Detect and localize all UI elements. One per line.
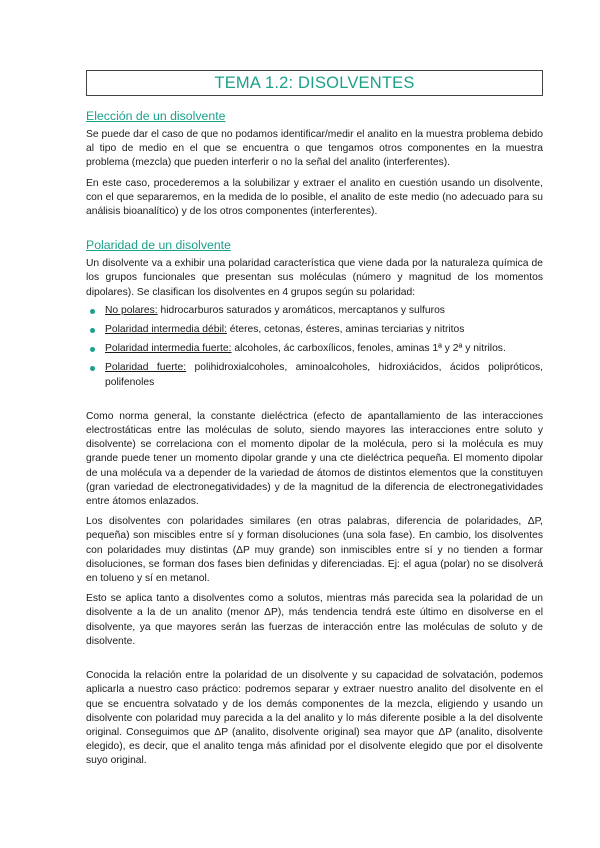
paragraph: Los disolventes con polaridades similares (en otras palabras, diferencia de polaridades, ΔP, pequeña) son miscibles entre sí y forman disoluciones (una sola fase). En cambio, los disolventes con polaridades muy distintas (ΔP muy grande) son inmiscibles entre sí y no tienden a formar disoluciones, se forman dos fases bien definidas y diferenciadas. Ej: el agua (polar) no se disolverá en tolueno y sí en metanol. (86, 516, 543, 585)
bullet-icon (90, 309, 95, 314)
page-title: TEMA 1.2: DISOLVENTES (86, 70, 543, 96)
polarity-group-list (86, 304, 543, 390)
paragraph: Un disolvente va a exhibir una polaridad característica que viene dada por la naturaleza química de los grupos funcionales que presentan sus moléculas (número y magnitud de los momentos dipolares). Se clasifican los disolventes en 4 grupos según su polaridad: (86, 258, 543, 298)
paragraph: Esto se aplica tanto a disolventes como a solutos, mientras más parecida sea la polaridad de un disolvente a la de un analito (menor ΔP), más tendencia tendrá este último en disolverse en el disolvente, ya que mayores serán las fuerzas de interacción entre las moléculas de soluto y de disolvente. (86, 593, 543, 647)
group-text: alcoholes, ác carboxílicos, fenoles, aminas 1ª y 2ª y nitrilos. (231, 343, 506, 355)
group-term: Polaridad fuerte: (105, 362, 187, 374)
paragraph: Como norma general, la constante dieléctrica (efecto de apantallamiento de las interacciones electrostáticas entre las moléculas de soluto, siendo mayores las interacciones entre soluto y disolvente) se correlaciona con el momento dipolar de la molécula, pero si la molécula es muy grande puede tener un momento dipolar grande y una cte dieléctrica pequeña. El momento dipolar de una molécula va a depender de la variedad de átomos de distintos elementos que la constituyen (gran variedad de electronegatividades) y de la magnitud de la diferencia de electronegatividades entre átomos enlazados. (86, 410, 543, 508)
paragraph: Se puede dar el caso de que no podamos identificar/medir el analito en la muestra problema debido al tipo de medio en el que se encuentra o que tengamos otros componentes en la muestra problema (mezcla) que pueden interferir o no la señal del analito (interferentes). (86, 129, 543, 169)
group-text: éteres, cetonas, ésteres, aminas terciarias y nitritos (226, 324, 465, 336)
group-term: Polaridad intermedia débil: (105, 324, 227, 336)
list-item (86, 304, 543, 318)
group-text: hidrocarburos saturados y aromáticos, mercaptanos y sulfuros (157, 304, 445, 316)
list-item (86, 323, 543, 337)
group-term: No polares: (105, 304, 158, 316)
document-page (86, 70, 543, 769)
bullet-icon (90, 366, 95, 371)
bullet-icon (90, 328, 95, 333)
section-heading-polaridad: Polaridad de un disolvente (86, 238, 231, 253)
paragraph: Conocida la relación entre la polaridad de un disolvente y su capacidad de solvatación, podemos aplicarla a nuestro caso práctico: podremos separar y extraer nuestro analito del disolvente en el que se encuentra solvatado y de los demás componentes de la mezcla, eligiendo y usando un disolvente con polaridad muy parecida a la del analito y lo más diferente posible a la del disolvente original. Conseguimos que ΔP (analito, disolvente original) sea mayor que ΔP (analito, disolvente elegido), es decir, que el analito tenga más afinidad por el disolvente elegido que por el disolvente suyo original. (86, 670, 543, 767)
paragraph: En este caso, procederemos a la solubilizar y extraer el analito en cuestión usando un disolvente, con el que separaremos, en la medida de lo posible, el analito de este medio (no adecuado para su análisis bioanalítico) y de los otros componentes (interferentes). (86, 177, 543, 218)
bullet-icon (90, 347, 95, 352)
list-item (86, 342, 543, 356)
list-item (86, 361, 543, 389)
group-text: polihidroxialcoholes, aminoalcoholes, hidroxiácidos, ácidos polipróticos, polifenoles (105, 362, 544, 388)
group-term: Polaridad intermedia fuerte: (105, 343, 232, 355)
section-heading-eleccion: Elección de un disolvente (86, 109, 226, 123)
